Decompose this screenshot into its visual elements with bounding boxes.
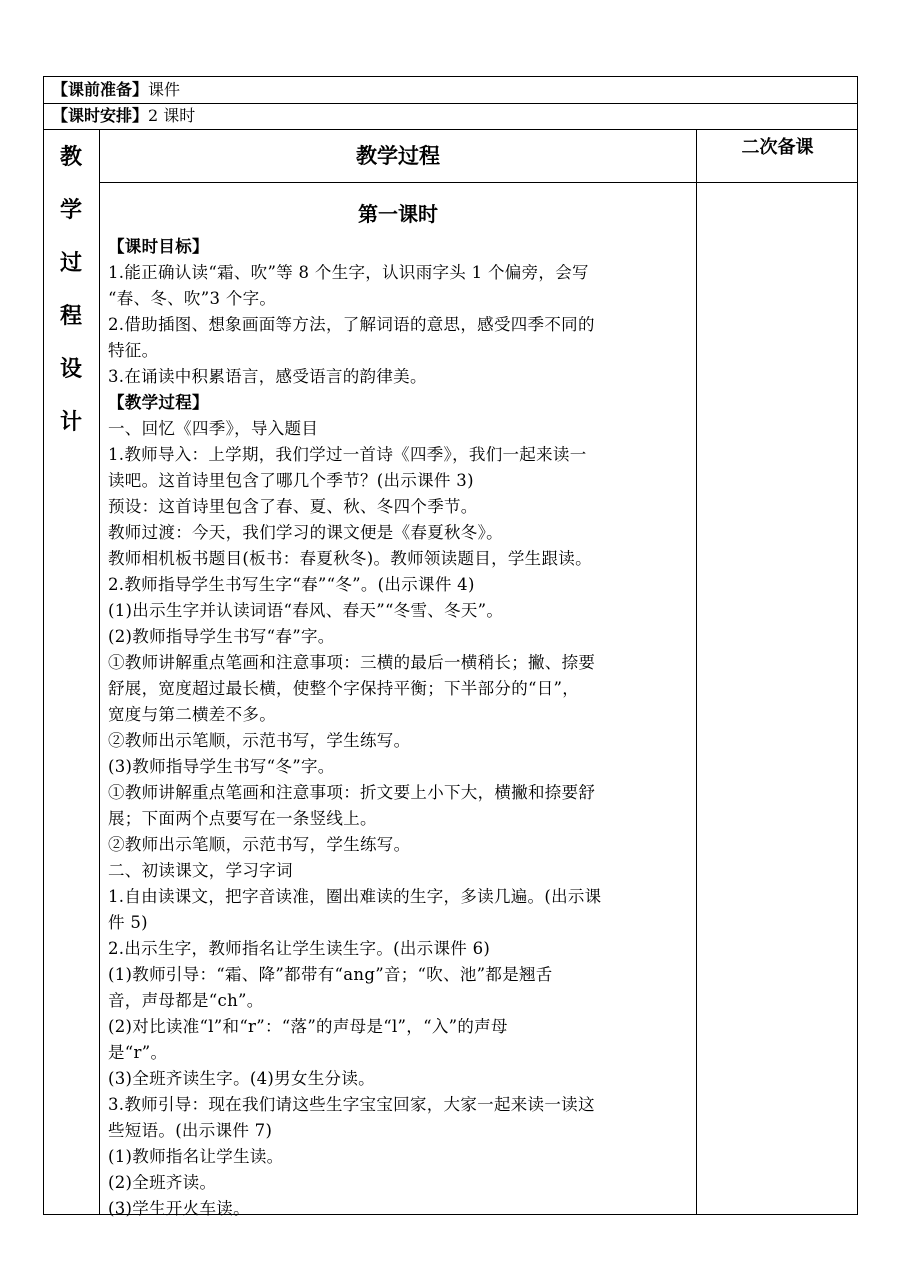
- content-line: 是“r”。: [108, 1043, 168, 1062]
- content-line: 2.教师指导学生书写生字“春”“冬”。(出示课件 4): [108, 575, 475, 594]
- schedule-label: 【课时安排】: [52, 106, 149, 125]
- section-heading: 【教学过程】: [108, 393, 209, 412]
- content-line: 件 5): [108, 913, 148, 932]
- label-char: 教: [59, 144, 82, 170]
- content-line: 2.借助插图、想象画面等方法，了解词语的意思，感受四季不同的: [108, 315, 595, 334]
- table-divider-label: [99, 129, 100, 1215]
- section-heading: 【课时目标】: [108, 237, 209, 256]
- content-line: ②教师出示笔顺，示范书写，学生练写。: [108, 731, 411, 750]
- content-line: 音，声母都是“ch”。: [108, 991, 264, 1010]
- prep-row: [52, 80, 180, 100]
- table-divider-row1: [43, 103, 858, 104]
- content-line: 展；下面两个点要写在一条竖线上。: [108, 809, 377, 828]
- content-line: 1.能正确认读“霜、吹”等 8 个生字，认识雨字头 1 个偏旁，会写: [108, 263, 589, 282]
- content-line: 2.出示生字，教师指名让学生读生字。(出示课件 6): [108, 939, 491, 958]
- content-line: (2)全班齐读。: [108, 1173, 217, 1192]
- content-line: 读吧。这首诗里包含了哪几个季节？(出示课件 3): [108, 471, 474, 490]
- prep-label: 【课前准备】: [52, 80, 149, 99]
- content-line: “春、冬、吹”3 个字。: [108, 289, 277, 308]
- content-line: 二、初读课文，学习字词: [108, 861, 293, 880]
- content-line: (1)出示生字并认读词语“春风、春天”“冬雪、冬天”。: [108, 601, 504, 620]
- content-line: 特征。: [108, 341, 159, 360]
- content-line: (3)学生开火车读。: [108, 1199, 250, 1218]
- content-line: 预设：这首诗里包含了春、夏、秋、冬四个季节。: [108, 497, 478, 516]
- label-char: 程: [59, 303, 82, 329]
- lesson-title: 第一课时: [358, 202, 438, 226]
- lesson-content: [108, 234, 693, 1222]
- content-line: 3.在诵读中积累语言，感受语言的韵律美。: [108, 367, 427, 386]
- column-title-process: 教学过程: [356, 143, 440, 168]
- content-line: (3)全班齐读生字。(4)男女生分读。: [108, 1069, 375, 1088]
- process-design-label: [43, 131, 99, 449]
- content-line: 教师过渡：今天，我们学习的课文便是《春夏秋冬》。: [108, 523, 503, 542]
- table-divider-side: [696, 129, 697, 1215]
- content-line: (2)对比读准“l”和“r”：“落”的声母是“l”，“入”的声母: [108, 1017, 508, 1036]
- content-line: 舒展，宽度超过最长横，使整个字保持平衡；下半部分的“日”，: [108, 679, 580, 698]
- content-line: ②教师出示笔顺，示范书写，学生练写。: [108, 835, 411, 854]
- label-char: 学: [59, 197, 82, 223]
- content-line: ①教师讲解重点笔画和注意事项：三横的最后一横稍长；撇、捺要: [108, 653, 596, 672]
- content-line: 些短语。(出示课件 7): [108, 1121, 273, 1140]
- content-line: 3.教师引导：现在我们请这些生字宝宝回家，大家一起来读一读这: [108, 1095, 595, 1114]
- label-char: 设: [59, 356, 82, 382]
- table-border-right: [857, 76, 858, 1215]
- table-divider-header: [99, 182, 858, 183]
- schedule-row: [52, 106, 195, 126]
- schedule-value: 2 课时: [148, 106, 196, 125]
- label-char: 过: [59, 250, 82, 276]
- table-border-top: [43, 76, 858, 77]
- content-line: 一、回忆《四季》，导入题目: [108, 419, 319, 438]
- content-line: (1)教师引导：“霜、降”都带有“ang”音；“吹、池”都是翘舌: [108, 965, 553, 984]
- content-line: (1)教师指名让学生读。: [108, 1147, 284, 1166]
- content-line: 教师相机板书题目(板书：春夏秋冬)。教师领读题目，学生跟读。: [108, 549, 592, 568]
- content-line: (3)教师指导学生书写“冬”字。: [108, 757, 335, 776]
- content-line: 宽度与第二横差不多。: [108, 705, 276, 724]
- content-line: 1.自由读课文，把字音读准，圈出难读的生字，多读几遍。(出示课: [108, 887, 602, 906]
- column-title-revision: 二次备课: [741, 137, 814, 158]
- label-char: 计: [59, 409, 82, 435]
- content-line: (2)教师指导学生书写“春”字。: [108, 627, 335, 646]
- table-divider-row2: [43, 129, 858, 130]
- content-line: ①教师讲解重点笔画和注意事项：折文要上小下大，横撇和捺要舒: [108, 783, 596, 802]
- content-line: 1.教师导入：上学期，我们学过一首诗《四季》，我们一起来读一: [108, 445, 587, 464]
- prep-value: 课件: [148, 80, 181, 99]
